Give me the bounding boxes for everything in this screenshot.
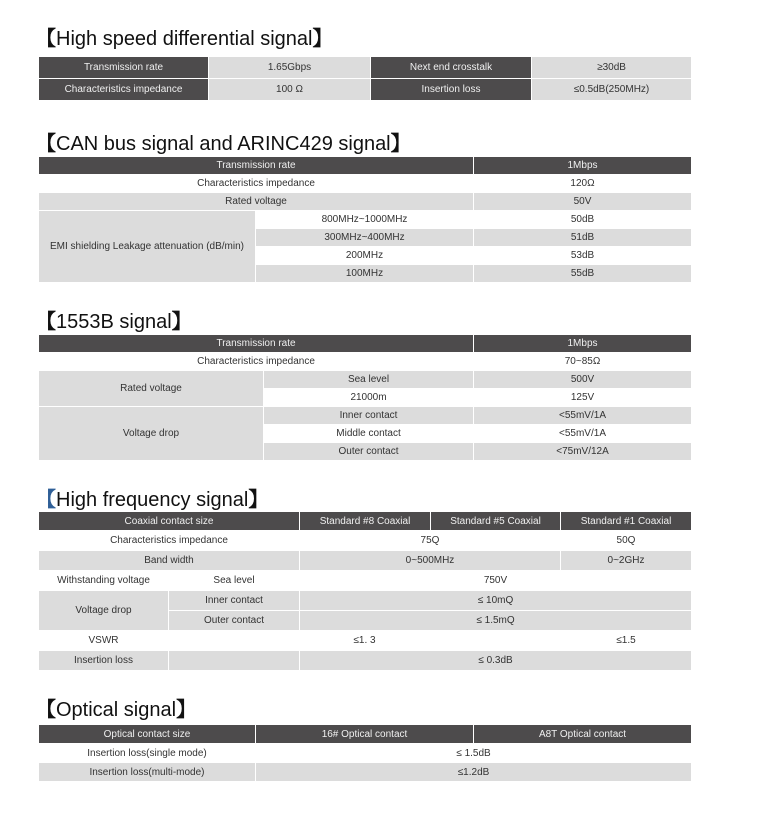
- value-impedance: 120Ω: [474, 175, 692, 193]
- value-impedance: 70~85Ω: [474, 353, 692, 371]
- label-impedance: Characteristics impedance: [39, 79, 209, 101]
- table-row: [39, 591, 692, 611]
- section-title-1553b: [36, 305, 192, 334]
- bracket-open: 【: [36, 311, 56, 333]
- table-row: [39, 744, 692, 763]
- emi-frequency: 100MHz: [256, 265, 474, 283]
- label-withstanding-voltage: Withstanding voltage: [39, 571, 169, 591]
- table-row: [39, 335, 692, 353]
- voltage-drop-condition: Middle contact: [264, 425, 474, 443]
- value-next-end-crosstalk: ≥30dB: [532, 57, 692, 79]
- value-bandwidth-1: 0~2GHz: [561, 551, 692, 571]
- value-impedance: 100 Ω: [209, 79, 371, 101]
- label-impedance: Characteristics impedance: [39, 531, 300, 551]
- label-bandwidth: Band width: [39, 551, 300, 571]
- table-row: [39, 193, 692, 211]
- optical-table: [38, 724, 692, 782]
- value-vswr-8-5: ≤1. 3: [169, 631, 561, 651]
- insertion-loss-condition: [169, 651, 300, 671]
- bracket-open: 【: [36, 133, 56, 155]
- label-insertion-loss: Insertion loss: [371, 79, 532, 101]
- bracket-open: 【: [36, 28, 56, 50]
- table-row: [39, 157, 692, 175]
- header-coaxial-contact-size: Coaxial contact size: [39, 512, 300, 531]
- voltage-drop-value: <55mV/1A: [474, 425, 692, 443]
- value-transmission-rate: 1Mbps: [474, 157, 692, 175]
- table-row: [39, 571, 692, 591]
- value-impedance-8-5: 75Q: [300, 531, 561, 551]
- table-row: [39, 631, 692, 651]
- voltage-drop-value: <55mV/1A: [474, 407, 692, 425]
- rated-voltage-value: 500V: [474, 371, 692, 389]
- label-transmission-rate: Transmission rate: [39, 335, 474, 353]
- label-impedance: Characteristics impedance: [39, 175, 474, 193]
- voltage-drop-value: ≤ 1.5mQ: [300, 611, 692, 631]
- emi-value: 53dB: [474, 247, 692, 265]
- value-insertion-loss: ≤ 0.3dB: [300, 651, 692, 671]
- value-withstanding-voltage: 750V: [300, 571, 692, 591]
- table-row: [39, 57, 692, 79]
- header-standard-5: Standard #5 Coaxial: [431, 512, 561, 531]
- emi-value: 51dB: [474, 229, 692, 247]
- section-title-can-bus: [36, 127, 411, 156]
- label-transmission-rate: Transmission rate: [39, 57, 209, 79]
- title-text: Optical signal: [56, 699, 177, 721]
- table-row: [39, 512, 692, 531]
- table-row: [39, 407, 692, 425]
- withstanding-condition: Sea level: [169, 571, 300, 591]
- bracket-open: 【: [36, 699, 56, 721]
- label-insertion-loss-single: Insertion loss(single mode): [39, 744, 256, 763]
- label-vswr: VSWR: [39, 631, 169, 651]
- voltage-drop-condition: Inner contact: [169, 591, 300, 611]
- table-row: [39, 651, 692, 671]
- voltage-drop-value: <75mV/12A: [474, 443, 692, 461]
- value-insertion-loss-single: ≤ 1.5dB: [256, 744, 692, 763]
- header-a8t-optical: A8T Optical contact: [474, 725, 692, 744]
- section-title-high-frequency: [36, 483, 268, 512]
- voltage-drop-condition: Outer contact: [169, 611, 300, 631]
- high-frequency-table: [38, 511, 692, 671]
- bracket-close: 】: [171, 311, 192, 333]
- bracket-close: 】: [248, 489, 269, 511]
- emi-frequency: 200MHz: [256, 247, 474, 265]
- table-row: [39, 725, 692, 744]
- table-row: [39, 371, 692, 389]
- table-row: [39, 211, 692, 229]
- label-rated-voltage: Rated voltage: [39, 371, 264, 407]
- label-next-end-crosstalk: Next end crosstalk: [371, 57, 532, 79]
- rated-voltage-condition: Sea level: [264, 371, 474, 389]
- label-transmission-rate: Transmission rate: [39, 157, 474, 175]
- header-standard-8: Standard #8 Coaxial: [300, 512, 431, 531]
- header-16-optical: 16# Optical contact: [256, 725, 474, 744]
- value-insertion-loss-multi: ≤1.2dB: [256, 763, 692, 782]
- value-transmission-rate: 1Mbps: [474, 335, 692, 353]
- label-voltage-drop: Voltage drop: [39, 591, 169, 631]
- bracket-close: 】: [312, 28, 333, 50]
- title-text: High frequency signal: [56, 489, 249, 511]
- high-speed-table: [38, 56, 692, 101]
- emi-value: 55dB: [474, 265, 692, 283]
- table-row: [39, 79, 692, 101]
- value-vswr-1: ≤1.5: [561, 631, 692, 651]
- label-impedance: Characteristics impedance: [39, 353, 474, 371]
- label-insertion-loss-multi: Insertion loss(multi-mode): [39, 763, 256, 782]
- title-text: 1553B signal: [56, 311, 172, 333]
- rated-voltage-condition: 21000m: [264, 389, 474, 407]
- bracket-close: 】: [176, 699, 197, 721]
- emi-frequency: 800MHz~1000MHz: [256, 211, 474, 229]
- value-bandwidth-8-5: 0~500MHz: [300, 551, 561, 571]
- value-rated-voltage: 50V: [474, 193, 692, 211]
- title-text: CAN bus signal and ARINC429 signal: [56, 133, 391, 155]
- mil1553b-table: [38, 334, 692, 461]
- header-standard-1: Standard #1 Coaxial: [561, 512, 692, 531]
- label-emi-shielding: EMI shielding Leakage attenuation (dB/min): [39, 211, 256, 283]
- table-row: [39, 531, 692, 551]
- header-optical-contact-size: Optical contact size: [39, 725, 256, 744]
- voltage-drop-condition: Inner contact: [264, 407, 474, 425]
- table-row: [39, 353, 692, 371]
- section-title-high-speed: [36, 22, 332, 51]
- label-rated-voltage: Rated voltage: [39, 193, 474, 211]
- emi-value: 50dB: [474, 211, 692, 229]
- value-impedance-1: 50Q: [561, 531, 692, 551]
- table-row: [39, 551, 692, 571]
- emi-frequency: 300MHz~400MHz: [256, 229, 474, 247]
- label-insertion-loss: Insertion loss: [39, 651, 169, 671]
- bracket-open: 【: [36, 489, 56, 511]
- bracket-close: 】: [390, 133, 411, 155]
- can-bus-table: [38, 156, 692, 283]
- table-row: [39, 763, 692, 782]
- title-text: High speed differential signal: [56, 28, 313, 50]
- voltage-drop-value: ≤ 10mQ: [300, 591, 692, 611]
- value-insertion-loss: ≤0.5dB(250MHz): [532, 79, 692, 101]
- label-voltage-drop: Voltage drop: [39, 407, 264, 461]
- section-title-optical: [36, 693, 196, 722]
- voltage-drop-condition: Outer contact: [264, 443, 474, 461]
- rated-voltage-value: 125V: [474, 389, 692, 407]
- value-transmission-rate: 1.65Gbps: [209, 57, 371, 79]
- table-row: [39, 175, 692, 193]
